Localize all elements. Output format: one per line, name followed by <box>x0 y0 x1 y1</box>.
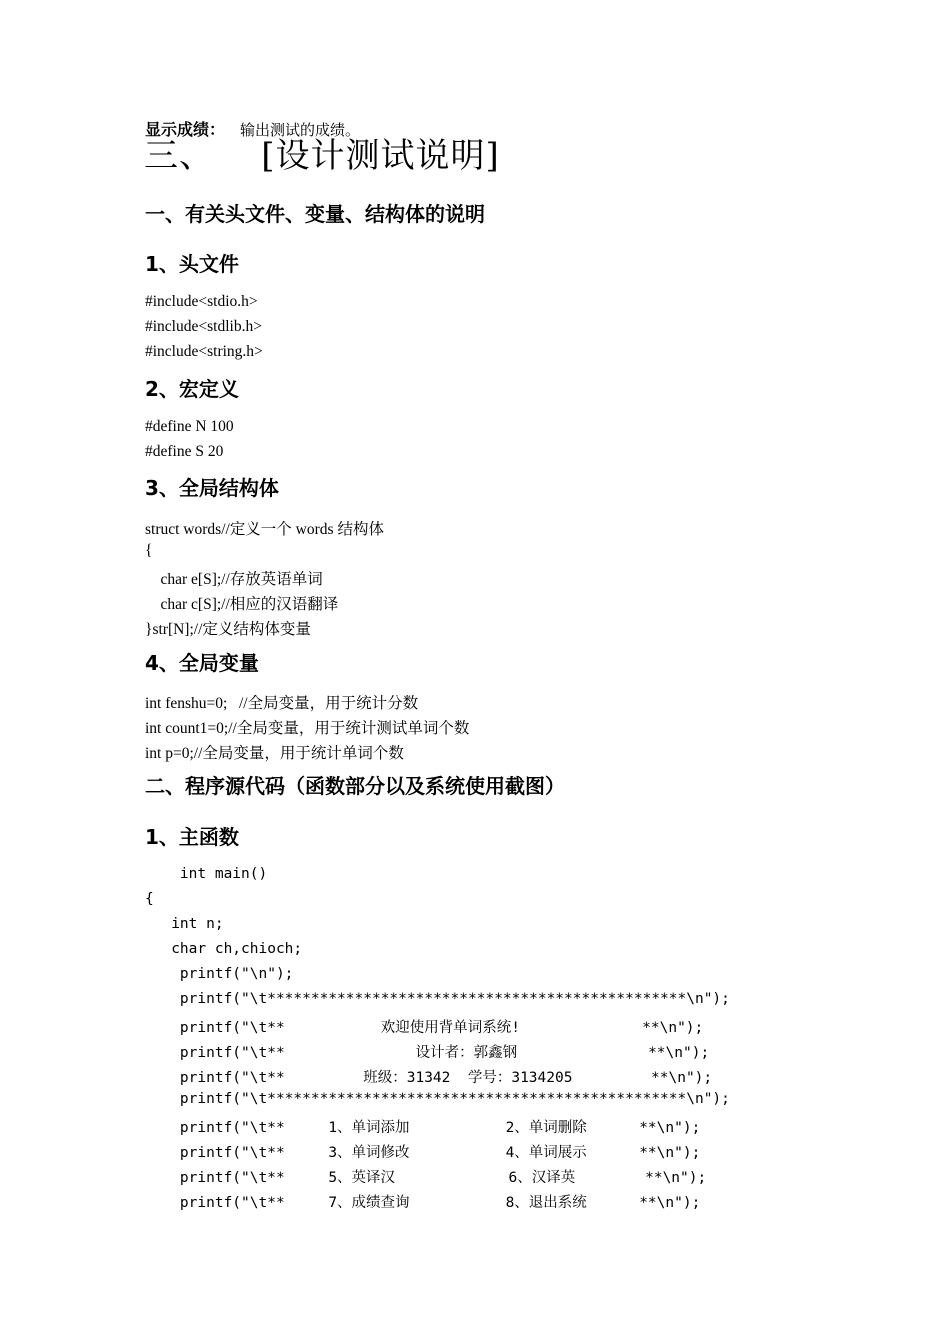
chapter-title: 三、 [设计测试说明] <box>144 136 500 176</box>
code-line: printf("\t** 欢迎使用背单词系统! **\n"); <box>145 1020 704 1036</box>
code-line: }str[N];//定义结构体变量 <box>145 621 311 638</box>
code-line: printf("\t************************************************\n"); <box>145 991 730 1007</box>
code-line: printf("\t** 7、成绩查询 8、退出系统 **\n"); <box>145 1195 701 1211</box>
code-line: #include<stdlib.h> <box>145 318 262 335</box>
code-line: char ch,chioch; <box>145 941 303 957</box>
score-label: 显示成绩： <box>145 120 226 139</box>
subheading-globals: 4、全局变量 <box>145 651 259 675</box>
subheading-headers: 1、头文件 <box>145 252 239 276</box>
code-line: int count1=0;//全局变量，用于统计测试单词个数 <box>145 720 470 737</box>
code-line: int p=0;//全局变量，用于统计单词个数 <box>145 745 404 762</box>
section-heading-2: 二、程序源代码（函数部分以及系统使用截图） <box>145 774 565 798</box>
subheading-main: 1、主函数 <box>145 825 239 849</box>
code-line: printf("\t** 1、单词添加 2、单词删除 **\n"); <box>145 1120 701 1136</box>
code-line: int fenshu=0; //全局变量，用于统计分数 <box>145 695 419 712</box>
code-line: #include<stdio.h> <box>145 293 258 310</box>
code-line: printf("\t************************************************\n"); <box>145 1091 730 1107</box>
code-line: { <box>145 891 154 907</box>
code-line: printf("\t** 3、单词修改 4、单词展示 **\n"); <box>145 1145 701 1161</box>
subheading-macros: 2、宏定义 <box>145 377 239 401</box>
section-heading-1: 一、有关头文件、变量、结构体的说明 <box>145 202 485 226</box>
code-line: printf("\t** 设计者：郭鑫钢 **\n"); <box>145 1045 710 1061</box>
code-line: #include<string.h> <box>145 343 263 360</box>
code-line: int n; <box>145 916 224 932</box>
code-line: { <box>145 542 153 559</box>
code-line: printf("\t** 5、英译汉 6、汉译英 **\n"); <box>145 1170 707 1186</box>
subheading-struct: 3、全局结构体 <box>145 476 279 500</box>
code-line: #define N 100 <box>145 418 234 435</box>
code-line: struct words//定义一个 words 结构体 <box>145 521 384 538</box>
code-line: char c[S];//相应的汉语翻译 <box>145 596 339 613</box>
code-line: #define S 20 <box>145 443 224 460</box>
score-description: 输出测试的成绩。 <box>240 121 361 139</box>
code-line: int main() <box>145 866 268 882</box>
code-line: printf("\t** 班级：31342 学号：3134205 **\n"); <box>145 1070 713 1086</box>
code-line: printf("\n"); <box>145 966 294 982</box>
code-line: char e[S];//存放英语单词 <box>145 571 323 588</box>
